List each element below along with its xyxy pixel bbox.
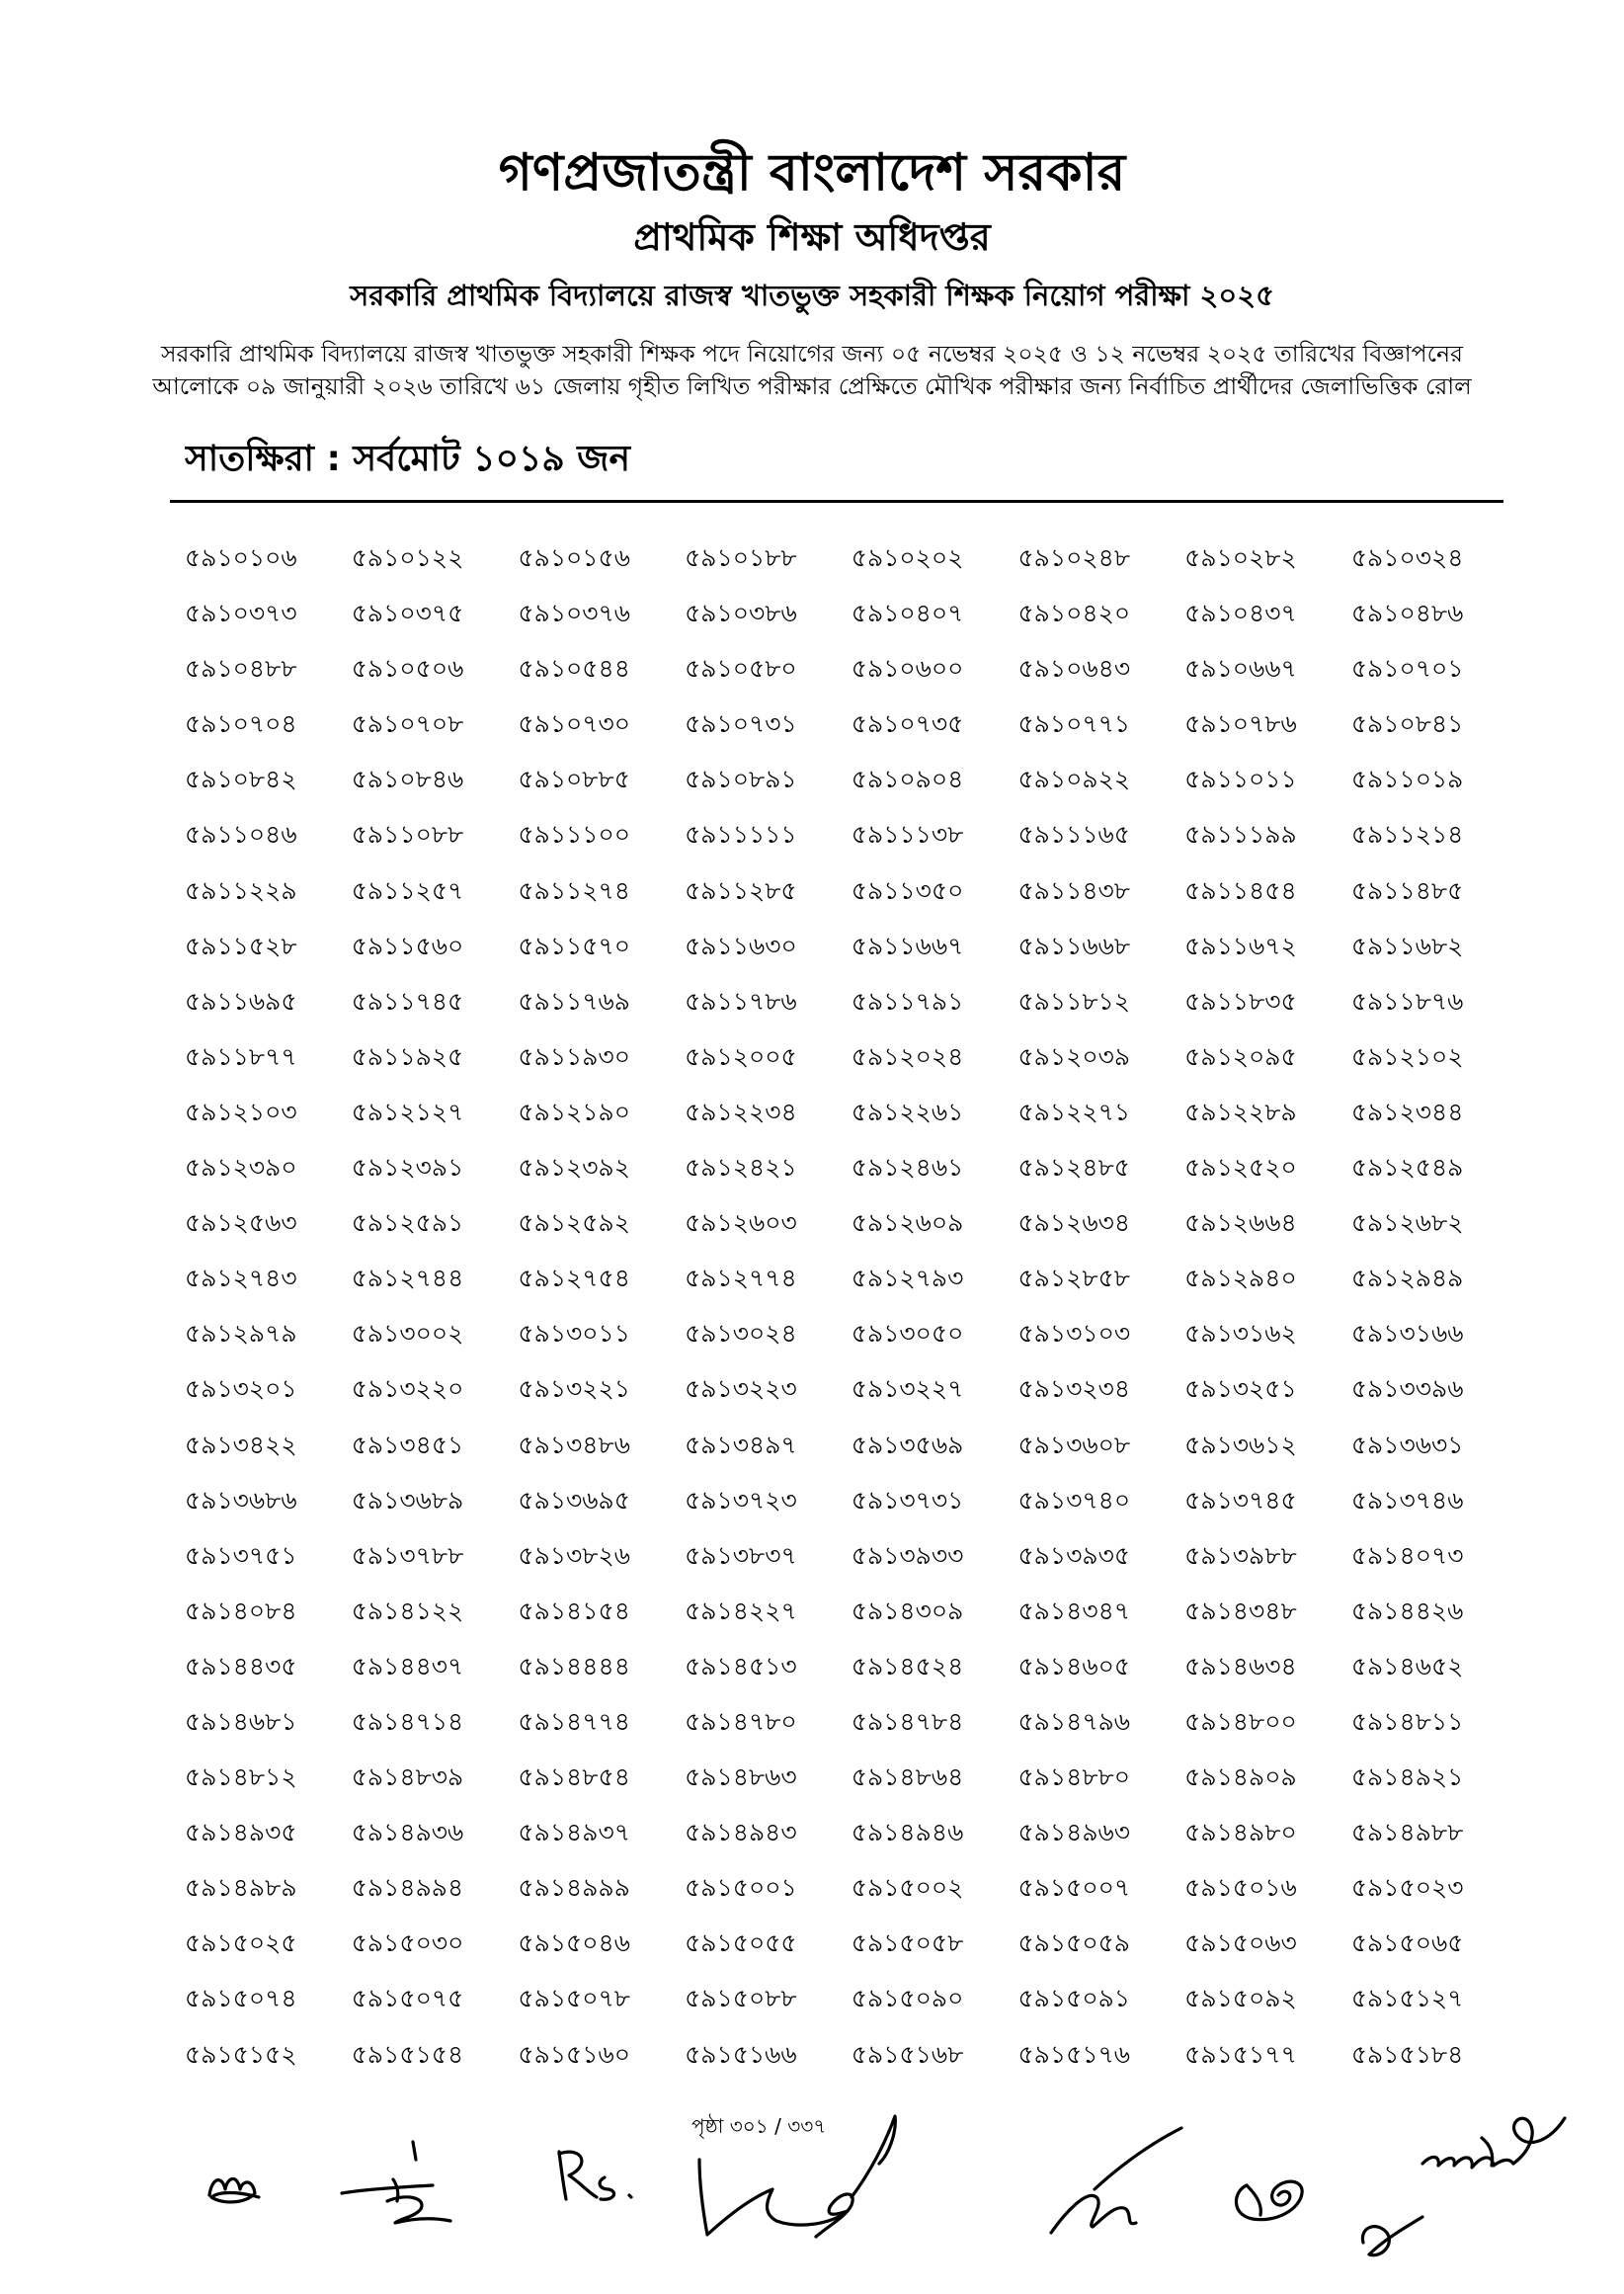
roll-number: ৫৯১৪৭১৪ [351, 1706, 464, 1736]
roll-number: ৫৯১৪৭৯৬ [1017, 1706, 1131, 1736]
roll-number: ৫৯১০৬০০ [851, 654, 964, 684]
roll-number: ৫৯১১১৯৯ [1184, 820, 1297, 850]
roll-number: ৫৯১৩০০২ [351, 1319, 464, 1349]
roll-number: ৫৯১৫০২৫ [185, 1928, 297, 1958]
roll-number: ৫৯১০৮৪১ [1350, 709, 1464, 739]
roll-number: ৫৯১২৭৫৪ [518, 1264, 630, 1293]
roll-number: ৫৯১০১০৬ [185, 543, 297, 572]
roll-number: ৫৯১৫০২৩ [1350, 1873, 1464, 1903]
signature-stroke [559, 2152, 566, 2199]
roll-number: ৫৯১৫০০৭ [1017, 1873, 1131, 1903]
roll-number: ৫৯১৪৭৮০ [685, 1706, 797, 1736]
roll-number: ৫৯১৪৭৭৪ [518, 1706, 630, 1736]
roll-number: ৫৯১০৭০১ [1350, 654, 1464, 684]
notice-line-1: সরকারি প্রাথমিক বিদ্যালয়ে রাজস্ব খাতভুক্ত সহকারী শিক্ষক পদে নিয়োগের জন্য ০৫ নভেম্বর ২০২৫ ও ১২ নভেম্বর ২০২৫ তারিখের বিজ্ঞাপনের [161, 340, 1463, 368]
roll-number: ৫৯১১৮৭৬ [1350, 986, 1464, 1016]
roll-number: ৫৯১৪৮৬৪ [851, 1762, 964, 1792]
roll-number: ৫৯১৪৮১১ [1350, 1706, 1464, 1736]
roll-number: ৫৯১১৩৫০ [851, 875, 964, 905]
signatures-area [0, 2094, 1624, 2287]
roll-number: ৫৯১৪৯৪৬ [851, 1818, 964, 1847]
roll-row [185, 1971, 1518, 2026]
roll-number: ৫৯১০৪৩৭ [1184, 599, 1297, 628]
roll-number: ৫৯১৪৯৩৫ [185, 1818, 297, 1847]
roll-number: ৫৯১৪৩৪৮ [1184, 1596, 1297, 1625]
signature-stroke [1247, 2185, 1260, 2215]
roll-number: ৫৯১১২২৯ [185, 875, 297, 905]
roll-number: ৫৯১৫১৬০ [518, 2039, 630, 2069]
roll-number: ৫৯১৪৪৩৫ [185, 1651, 297, 1680]
signature-6 [1236, 2181, 1302, 2220]
roll-number: ৫৯১৩৯৩৩ [851, 1540, 964, 1570]
district-heading: সাতক্ষিরা : সর্বমোট ১০১৯ জন [185, 439, 630, 479]
roll-number: ৫৯১৫১৭৭ [1184, 2039, 1297, 2069]
roll-row [185, 1085, 1518, 1140]
roll-number: ৫৯১১৭৮৬ [685, 986, 797, 1016]
roll-number: ৫৯১২২৩৪ [685, 1097, 797, 1126]
roll-row [185, 1528, 1518, 1584]
roll-number: ৫৯১০৬৬৭ [1184, 654, 1297, 684]
roll-row [185, 1140, 1518, 1195]
roll-row [185, 531, 1518, 586]
signature-stroke [1422, 2157, 1513, 2168]
roll-number: ৫৯১১২৮৫ [685, 875, 797, 905]
roll-number: ৫৯১২৫৯১ [351, 1208, 464, 1238]
roll-number: ৫৯১১০৪৬ [185, 820, 297, 850]
roll-number: ৫৯১৩৪৯৭ [685, 1430, 797, 1459]
roll-row [185, 641, 1518, 696]
roll-number: ৫৯১১৬৮২ [1350, 931, 1464, 960]
signature-3 [559, 2152, 631, 2199]
roll-number: ৫৯১১৪৩৮ [1017, 875, 1131, 905]
roll-number: ৫৯১২২৭১ [1017, 1097, 1131, 1126]
roll-number: ৫৯১০১৮৮ [685, 543, 797, 572]
roll-number: ৫৯১২৮৫৮ [1017, 1264, 1131, 1293]
roll-number: ৫৯১৩২২৭ [851, 1374, 964, 1404]
roll-number: ৫৯১০৩৭৫ [351, 599, 464, 628]
signature-stroke [1236, 2181, 1302, 2220]
roll-number: ৫৯১৪৯৯৯ [518, 1873, 630, 1903]
roll-row [185, 1473, 1518, 1528]
roll-number: ৫৯১২৭৯৩ [851, 1264, 964, 1293]
roll-row [185, 1639, 1518, 1694]
signature-stroke [1362, 2217, 1422, 2255]
signature-stroke [1513, 2118, 1565, 2164]
roll-number: ৫৯১৩২২৩ [685, 1374, 797, 1404]
roll-row [185, 919, 1518, 974]
roll-number: ৫৯১১৬৩০ [685, 931, 797, 960]
roll-number: ৫৯১০৮৮৫ [518, 765, 630, 794]
roll-row [185, 1750, 1518, 1805]
roll-number: ৫৯১৫১২৭ [1350, 1984, 1464, 2013]
roll-number: ৫৯১৪৪৪৪ [518, 1651, 630, 1680]
roll-number: ৫৯১১২৭৪ [518, 875, 630, 905]
roll-number: ৫৯১১৫২৮ [185, 931, 297, 960]
roll-number: ৫৯১২৫৯২ [518, 1208, 630, 1238]
signature-stroke [342, 2185, 433, 2193]
roll-number: ৫৯১১৫৭০ [518, 931, 630, 960]
roll-number: ৫৯১১৬৬৮ [1017, 931, 1131, 960]
roll-number: ৫৯১২২৮৯ [1184, 1097, 1297, 1126]
signature-4 [699, 2116, 895, 2237]
roll-row [185, 1860, 1518, 1916]
roll-number: ৫৯১৪৯০৯ [1184, 1762, 1297, 1792]
roll-number: ৫৯১১৪৮৫ [1350, 875, 1464, 905]
roll-number: ৫৯১৫০৩০ [351, 1928, 464, 1958]
roll-number: ৫৯১৫০০১ [685, 1873, 797, 1903]
roll-number: ৫৯১২৯৪৯ [1350, 1264, 1464, 1293]
roll-number: ৫৯১৫০৭৫ [351, 1984, 464, 2013]
roll-row [185, 1306, 1518, 1361]
roll-number: ৫৯১০৫০৬ [351, 654, 464, 684]
roll-number: ৫৯১১২১৪ [1350, 820, 1464, 850]
roll-number: ৫৯১১৮১২ [1017, 986, 1131, 1016]
signature-stroke [413, 2142, 416, 2160]
roll-number: ৫৯১২৯৪০ [1184, 1264, 1297, 1293]
notice-line-2: আলোকে ০৯ জানুয়ারী ২০২৬ তারিখে ৬১ জেলায় গৃহীত লিখিত পরীক্ষার প্রেক্ষিতে মৌখিক পরীক্ষার জন্য নির্বাচিত প্রার্থীদের জেলাভিত্তিক রোল [152, 372, 1472, 400]
roll-row [185, 807, 1518, 862]
roll-number: ৫৯১৪৩৪৭ [1017, 1596, 1131, 1625]
roll-number: ৫৯১২৬৮২ [1350, 1208, 1464, 1238]
roll-number: ৫৯১১১৬৫ [1017, 820, 1131, 850]
roll-number: ৫৯১৩৬৩১ [1350, 1430, 1464, 1459]
roll-row [185, 1805, 1518, 1860]
roll-number: ৫৯১১৭৯১ [851, 986, 964, 1016]
roll-number: ৫৯১২০৯৫ [1184, 1041, 1297, 1071]
roll-number: ৫৯১১০৮৮ [351, 820, 464, 850]
roll-number: ৫৯১৪০৭৩ [1350, 1540, 1464, 1570]
roll-number: ৫৯১১২৫৭ [351, 875, 464, 905]
roll-number: ৫৯১২৪৮৫ [1017, 1153, 1131, 1183]
roll-number: ৫৯১৩৬৮৯ [351, 1485, 464, 1515]
roll-number: ৫৯১৫১৫৪ [351, 2039, 464, 2069]
roll-number: ৫৯১৪৯৮৯ [185, 1873, 297, 1903]
roll-number: ৫৯১২২৬১ [851, 1097, 964, 1126]
roll-row [185, 1916, 1518, 1971]
roll-number: ৫৯১৫০১৬ [1184, 1873, 1297, 1903]
roll-number: ৫৯১১৪৫৪ [1184, 875, 1297, 905]
roll-number: ৫৯১৪৯৮০ [1184, 1818, 1297, 1847]
roll-number: ৫৯১০৯২২ [1017, 765, 1131, 794]
roll-number: ৫৯১৫০৫৮ [851, 1928, 964, 1958]
roll-number: ৫৯১১৯৩০ [518, 1041, 630, 1071]
signature-2 [342, 2142, 450, 2223]
signature-5 [1051, 2128, 1181, 2233]
roll-number: ৫৯১০৫৪৪ [518, 654, 630, 684]
roll-number-table [185, 531, 1518, 2083]
roll-number: ৫৯১৩৭৮৮ [351, 1540, 464, 1570]
roll-number: ৫৯১৪৮০০ [1184, 1706, 1297, 1736]
roll-number: ৫৯১১৭৪৫ [351, 986, 464, 1016]
roll-number: ৫৯১২৭৪৪ [351, 1264, 464, 1293]
roll-number: ৫৯১১০১১ [1184, 765, 1297, 794]
signature-stroke [629, 2195, 631, 2197]
roll-number: ৫৯১৩০২৪ [685, 1319, 797, 1349]
roll-number: ৫৯১২১৯০ [518, 1097, 630, 1126]
roll-number: ৫৯১৫১৫২ [185, 2039, 297, 2069]
roll-row [185, 696, 1518, 752]
roll-number: ৫৯১৫১৮৪ [1350, 2039, 1464, 2069]
roll-number: ৫৯১৫০৪৬ [518, 1928, 630, 1958]
roll-number: ৫৯১৩৯৮৮ [1184, 1540, 1297, 1570]
roll-number: ৫৯১০৮৯১ [685, 765, 797, 794]
divider-line [170, 500, 1503, 503]
roll-row [185, 1418, 1518, 1473]
roll-row [185, 1361, 1518, 1417]
roll-number: ৫৯১৪৯২১ [1350, 1762, 1464, 1792]
roll-number: ৫৯১০৭৩০ [518, 709, 631, 739]
roll-number: ৫৯১৪৮৫৪ [518, 1762, 630, 1792]
roll-number: ৫৯১৫১৭৬ [1017, 2039, 1131, 2069]
page-number: পৃষ্ঠা ৩০১ / ৩৩৭ [691, 2114, 827, 2138]
roll-number: ৫৯১০৭৮৬ [1184, 709, 1297, 739]
roll-number: ৫৯১৩২৫১ [1184, 1374, 1297, 1404]
roll-number: ৫৯১০৭৩৫ [851, 709, 964, 739]
roll-row [185, 752, 1518, 807]
roll-number: ৫৯১০৮৪২ [185, 765, 297, 794]
roll-number: ৫৯১১৬৬৭ [851, 931, 964, 960]
roll-row [185, 586, 1518, 641]
roll-number: ৫৯১৫১৬৬ [685, 2039, 797, 2069]
roll-number: ৫৯১৫০৫৯ [1017, 1928, 1131, 1958]
roll-number: ৫৯১৩৭৫১ [185, 1540, 297, 1570]
roll-number: ৫৯১২৩৪৪ [1350, 1097, 1464, 1126]
signature-stroke [1051, 2195, 1136, 2233]
roll-number: ৫৯১২৬৬৪ [1184, 1208, 1297, 1238]
roll-number: ৫৯১৪১৫৪ [518, 1596, 630, 1625]
roll-number: ৫৯১৩৫৬৯ [851, 1430, 964, 1459]
signature-stroke [1482, 2138, 1493, 2166]
roll-number: ৫৯১৪৬০৫ [1017, 1651, 1131, 1680]
roll-number: ৫৯১৩৮২৬ [518, 1540, 631, 1570]
roll-number: ৫৯১০৪৮৬ [1350, 599, 1464, 628]
roll-number: ৫৯১৫০৯০ [851, 1984, 964, 2013]
roll-number: ৫৯১২৫৪৯ [1350, 1153, 1464, 1183]
roll-number: ৫৯১৩৬০৮ [1017, 1430, 1131, 1459]
roll-number: ৫৯১১১০০ [518, 820, 630, 850]
signature-7 [1362, 2118, 1565, 2255]
roll-number: ৫৯১১৬৯৫ [185, 986, 297, 1016]
roll-number: ৫৯১৩৮৩৭ [685, 1540, 797, 1570]
roll-number: ৫৯১৪৯৯৪ [351, 1873, 464, 1903]
roll-number: ৫৯১২৩৯২ [518, 1153, 631, 1183]
roll-number: ৫৯১৪৮৮০ [1017, 1762, 1131, 1792]
roll-row [185, 863, 1518, 919]
government-title: গণপ্রজাতন্ত্রী বাংলাদেশ সরকার [498, 143, 1126, 203]
roll-number: ৫৯১১৯২৫ [351, 1041, 464, 1071]
roll-number: ৫৯১৪৯৩৭ [518, 1818, 630, 1847]
roll-number: ৫৯১০৬৪৩ [1017, 654, 1131, 684]
roll-number: ৫৯১৪৯৩৬ [351, 1818, 464, 1847]
roll-number: ৫৯১০৩৭৩ [185, 599, 297, 628]
roll-number: ৫৯১৫০৫৫ [685, 1928, 797, 1958]
roll-number: ৫৯১৩৪২২ [185, 1430, 297, 1459]
roll-number: ৫৯১৪৪২৬ [1350, 1596, 1464, 1625]
roll-number: ৫৯১২১০৩ [185, 1097, 297, 1126]
roll-number: ৫৯১৩২২০ [351, 1374, 464, 1404]
roll-number: ৫৯১৩৩৯৬ [1350, 1374, 1464, 1404]
roll-number: ৫৯১৩৬৯৫ [518, 1485, 630, 1515]
roll-number: ৫৯১৪২২৭ [685, 1596, 797, 1625]
roll-row [185, 1251, 1518, 1306]
roll-number: ৫৯১০২০২ [851, 543, 964, 572]
roll-number: ৫৯১০১৫৬ [518, 543, 630, 572]
roll-number: ৫৯১০৭০৮ [351, 709, 464, 739]
roll-number: ৫৯১০২৪৮ [1017, 543, 1131, 572]
signature-1 [209, 2178, 259, 2201]
roll-number: ৫৯১২৫৬৩ [185, 1208, 297, 1238]
roll-number: ৫৯১১৭৬৯ [518, 986, 630, 1016]
roll-number: ৫৯১০৩৮৬ [685, 599, 797, 628]
roll-number: ৫৯১৩৭৪৬ [1350, 1485, 1464, 1515]
roll-number: ৫৯১৩৭৪০ [1017, 1485, 1131, 1515]
roll-number: ৫৯১০৩৭৬ [518, 599, 631, 628]
signature-stroke [209, 2178, 259, 2201]
roll-row [185, 1694, 1518, 1750]
roll-number: ৫৯১২৩৯০ [185, 1153, 297, 1183]
roll-number: ৫৯১৪০৮৪ [185, 1596, 297, 1625]
roll-number: ৫৯১১১১১ [685, 820, 797, 850]
roll-number: ৫৯১৪৮৩৯ [351, 1762, 464, 1792]
roll-row [185, 1029, 1518, 1085]
roll-number: ৫৯১৩৭৩১ [851, 1485, 964, 1515]
roll-number: ৫৯১২০০৫ [685, 1041, 797, 1071]
roll-number: ৫৯১০২৮২ [1184, 543, 1297, 572]
roll-number: ৫৯১৩০১১ [518, 1319, 630, 1349]
roll-number: ৫৯১৪৩০৯ [851, 1596, 964, 1625]
roll-number: ৫৯১২৭৪৩ [185, 1264, 297, 1293]
roll-number: ৫৯১৩১৬৬ [1350, 1319, 1464, 1349]
department-title: প্রাথমিক শিক্ষা অধিদপ্তর [633, 215, 991, 259]
roll-number: ৫৯১৫০৯২ [1184, 1984, 1297, 2013]
roll-number: ৫৯১২৬০৯ [851, 1208, 964, 1238]
roll-number: ৫৯১২৯৭৯ [185, 1319, 297, 1349]
roll-number: ৫৯১০৩২৪ [1350, 543, 1464, 572]
roll-number: ৫৯১৫০৬৫ [1350, 1928, 1464, 1958]
roll-number: ৫৯১৪৭৮৪ [851, 1706, 964, 1736]
roll-number: ৫৯১৩৯৩৫ [1017, 1540, 1131, 1570]
roll-number: ৫৯১৩৪৮৬ [518, 1430, 630, 1459]
roll-number: ৫৯১৫০৭৪ [185, 1984, 297, 2013]
signature-stroke [1095, 2128, 1181, 2189]
roll-number: ৫৯১২১২৭ [351, 1097, 464, 1126]
roll-number: ৫৯১৪১২২ [351, 1596, 464, 1625]
roll-number: ৫৯১০৫৮০ [685, 654, 797, 684]
roll-number: ৫৯১৪৫১৩ [685, 1651, 797, 1680]
roll-row [185, 2027, 1518, 2083]
roll-number: ৫৯১২৭৭৪ [685, 1264, 797, 1293]
roll-number: ৫৯১৪৫২৪ [851, 1651, 964, 1680]
roll-number: ৫৯১২৫২০ [1184, 1153, 1297, 1183]
roll-number: ৫৯১০৪৮৮ [185, 654, 297, 684]
roll-number: ৫৯১১০১৯ [1350, 765, 1464, 794]
roll-number: ৫৯১৩১০৩ [1017, 1319, 1131, 1349]
roll-number: ৫৯১০৪২০ [1017, 599, 1131, 628]
roll-number: ৫৯১১৬৭২ [1184, 931, 1297, 960]
roll-number: ৫৯১৫০৮৮ [685, 1984, 797, 2013]
roll-number: ৫৯১৫০৯১ [1017, 1984, 1131, 2013]
roll-number: ৫৯১৩২৩৪ [1017, 1374, 1131, 1404]
roll-number: ৫৯১৪৪৩৭ [351, 1651, 464, 1680]
exam-title: সরকারি প্রাথমিক বিদ্যালয়ে রাজস্ব খাতভুক্ত সহকারী শিক্ষক নিয়োগ পরীক্ষা ২০২৫ [350, 279, 1274, 312]
roll-number: ৫৯১৫০০২ [851, 1873, 964, 1903]
roll-number: ৫৯১২১০২ [1350, 1041, 1464, 1071]
roll-number: ৫৯১২৪৬১ [851, 1153, 964, 1183]
roll-number: ৫৯১০১২২ [351, 543, 464, 572]
roll-number: ৫৯১২৬০৩ [685, 1208, 797, 1238]
roll-number: ৫৯১০৭৩১ [685, 709, 797, 739]
roll-number: ৫৯১২০২৪ [851, 1041, 964, 1071]
roll-number: ৫৯১১৮৩৫ [1184, 986, 1297, 1016]
roll-number: ৫৯১২৩৯১ [351, 1153, 464, 1183]
roll-number: ৫৯১০৯০৪ [851, 765, 964, 794]
roll-number: ৫৯১১৮৭৭ [185, 1041, 297, 1071]
roll-number: ৫৯১৪৯৬৩ [1017, 1818, 1131, 1847]
roll-number: ৫৯১১১৩৮ [851, 820, 964, 850]
roll-number: ৫৯১৪৯৪৩ [685, 1818, 797, 1847]
roll-number: ৫৯১৩৭২৩ [685, 1485, 797, 1515]
signature-stroke [699, 2160, 853, 2237]
roll-number: ৫৯১৪৯৮৮ [1350, 1818, 1464, 1847]
roll-number: ৫৯১৩৬৮৬ [185, 1485, 297, 1515]
roll-number: ৫৯১২৪২১ [685, 1153, 797, 1183]
roll-number: ৫৯১৪৮১২ [185, 1762, 297, 1792]
roll-number: ৫৯১৪৮৬৩ [685, 1762, 797, 1792]
roll-number: ৫৯১৫০৭৮ [518, 1984, 630, 2013]
roll-number: ৫৯১০৭০৪ [185, 709, 297, 739]
roll-number: ৫৯১৫০৬৩ [1184, 1928, 1297, 1958]
roll-number: ৫৯১০৭৭১ [1017, 709, 1131, 739]
roll-number: ৫৯১৩৭৪৫ [1184, 1485, 1297, 1515]
roll-number: ৫৯১৩২০১ [185, 1374, 297, 1404]
roll-number: ৫৯১২৬৩৪ [1017, 1208, 1131, 1238]
roll-number: ৫৯১২০৩৯ [1017, 1041, 1131, 1071]
roll-row [185, 1195, 1518, 1251]
roll-number: ৫৯১৪৬৩৪ [1184, 1651, 1297, 1680]
roll-number: ৫৯১৩৬১২ [1184, 1430, 1297, 1459]
roll-row [185, 1584, 1518, 1639]
signature-stroke [600, 2177, 613, 2199]
roll-number: ৫৯১৪৬৮১ [185, 1706, 297, 1736]
roll-number: ৫৯১৪৬৫২ [1350, 1651, 1464, 1680]
roll-number: ৫৯১৫১৬৮ [851, 2039, 964, 2069]
roll-number: ৫৯১০৮৪৬ [351, 765, 464, 794]
roll-number: ৫৯১৩৪৫১ [351, 1430, 464, 1459]
roll-number: ৫৯১৩০৫০ [851, 1319, 964, 1349]
roll-number: ৫৯১০৪০৭ [851, 599, 964, 628]
roll-number: ৫৯১১৫৬০ [351, 931, 464, 960]
signature-stroke [852, 2116, 895, 2197]
roll-row [185, 974, 1518, 1029]
roll-number: ৫৯১৩১৬২ [1184, 1319, 1297, 1349]
roll-number: ৫৯১৩২২১ [518, 1374, 631, 1404]
